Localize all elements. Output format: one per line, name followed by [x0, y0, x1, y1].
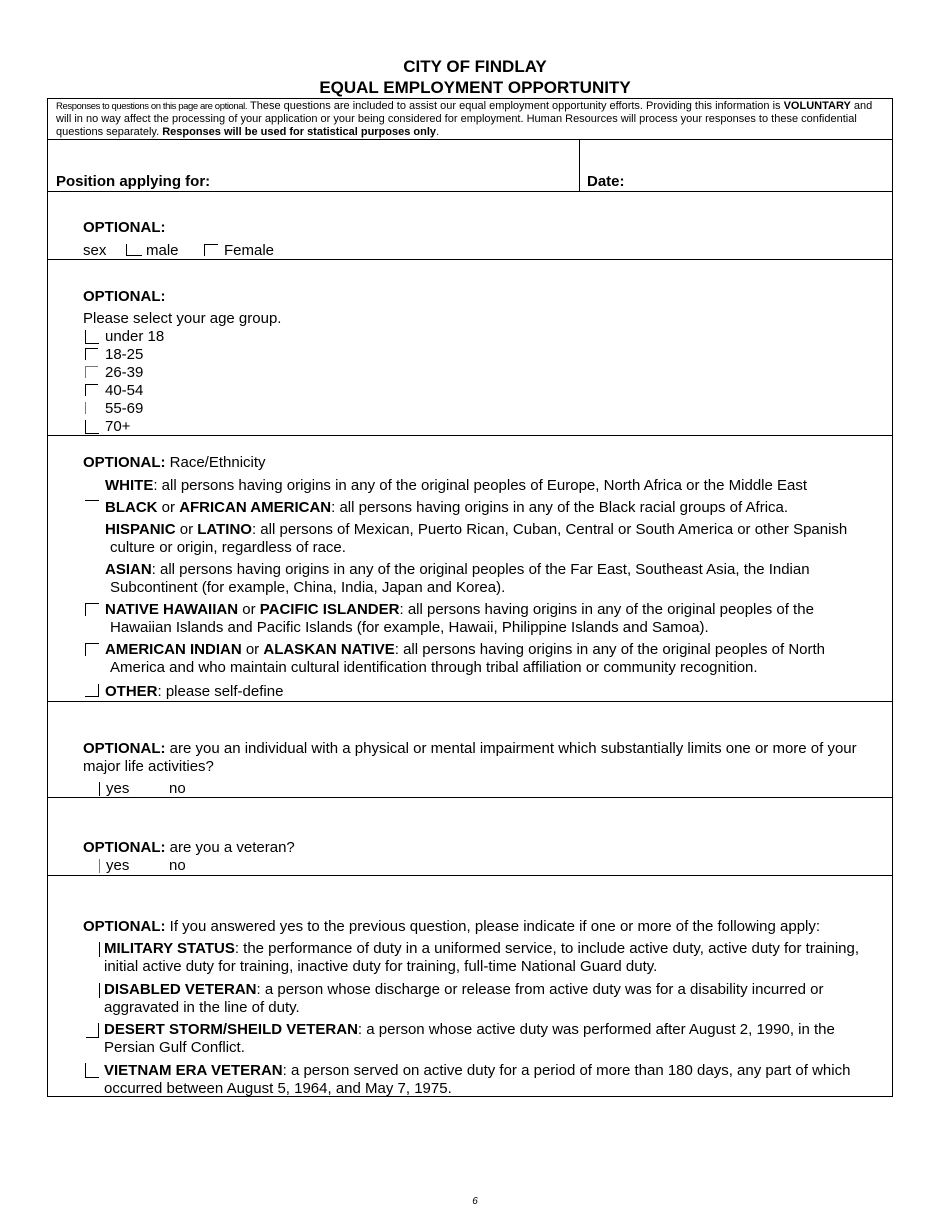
race-option-other	[105, 683, 283, 701]
race-other-label: OTHER	[105, 683, 158, 700]
race-hispanic-text-cont: culture or origin, regardless of race.	[110, 539, 346, 556]
race-or-text: or	[175, 521, 198, 538]
race-checkbox-native-hawaiian[interactable]	[85, 603, 99, 616]
race-alaskan-native-label: ALASKAN NATIVE	[263, 641, 395, 658]
race-checkbox-black[interactable]	[85, 497, 99, 501]
age-optional-label: OPTIONAL:	[83, 288, 166, 305]
age-option: 55-69	[105, 400, 144, 417]
vietnam-era-text: : a person served on active duty for a period of more than 180 days, any part of which occurred between August 5, 1964, and May 7, 1975.	[104, 1062, 851, 1097]
veteran-no-label: no	[169, 857, 186, 874]
desert-storm-label: DESERT STORM/SHEILD VETERAN	[104, 1021, 358, 1038]
race-native-hawaiian-label: NATIVE HAWAIIAN	[105, 601, 239, 618]
divider	[48, 435, 892, 436]
race-native-hawaiian-text: : all persons having origins in any of the original peoples of the	[399, 601, 814, 618]
desert-storm-text: : a person whose active duty was performed after August 2, 1990, in the Persian Gulf Conflict.	[104, 1021, 835, 1056]
desert-storm-checkbox[interactable]	[86, 1023, 99, 1038]
intro-part3: and will in no way affect the processing of your application or your being considered for employment. Human Resources will process your responses to these confidential questions separately.	[56, 100, 873, 138]
race-or-text: or	[241, 641, 264, 658]
disability-optional-label: OPTIONAL:	[83, 740, 166, 757]
divider	[48, 875, 892, 876]
voluntary-text: VOLUNTARY	[783, 100, 851, 112]
veteran-yes-label: yes	[106, 857, 130, 874]
position-label: Position applying for:	[56, 173, 211, 190]
age-checkbox-under18[interactable]	[85, 330, 99, 344]
female-checkbox[interactable]	[204, 244, 218, 256]
race-or-text: or	[157, 499, 180, 516]
race-option-hispanic	[105, 521, 847, 539]
race-option-asian	[105, 561, 810, 579]
age-checkbox-26-39[interactable]	[85, 366, 98, 378]
race-checkbox-other[interactable]	[85, 684, 99, 697]
vet-status-question	[83, 918, 820, 936]
military-status-option	[104, 940, 874, 976]
race-asian-text: : all persons having origins in any of the original peoples of the Far East, Southeast Asia, the Indian	[151, 561, 810, 578]
form-subtitle: EQUAL EMPLOYMENT OPPORTUNITY	[319, 78, 631, 97]
race-hispanic-text: : all persons of Mexican, Puerto Rican, Cuban, Central or South America or other Spanish	[251, 521, 848, 538]
race-option-white	[105, 477, 807, 495]
age-option: 18-25	[105, 346, 144, 363]
race-checkbox-american-indian[interactable]	[85, 643, 99, 656]
eeo-form	[47, 98, 893, 1097]
veteran-question	[83, 839, 295, 857]
disability-yes-label: yes	[106, 780, 130, 797]
race-asian-label: ASIAN	[105, 561, 152, 578]
desert-storm-option	[104, 1021, 874, 1057]
vet-status-question-text: If you answered yes to the previous question, please indicate if one or more of the following apply:	[165, 918, 821, 935]
race-or-text: or	[238, 601, 260, 618]
race-optional-label: OPTIONAL:	[83, 454, 166, 471]
vet-status-optional-label: OPTIONAL:	[83, 918, 166, 935]
military-status-label: MILITARY STATUS	[104, 940, 235, 957]
vietnam-era-label: VIETNAM ERA VETERAN	[104, 1062, 283, 1079]
disability-question	[83, 740, 873, 776]
female-label: Female	[224, 242, 275, 259]
military-status-text: : the performance of duty in a uniformed service, to include active duty, active duty for training, initial active duty for training, inactive duty for training, full-time National Guard duty.	[104, 940, 860, 975]
intro-end: .	[436, 126, 440, 138]
column-divider	[579, 139, 580, 191]
divider	[48, 191, 892, 192]
race-black-text: : all persons having origins in any of the Black racial groups of Africa.	[331, 499, 789, 516]
race-american-indian-text-cont: America and who maintain cultural identification through tribal affiliation or community recognition.	[110, 659, 758, 676]
age-prompt: Please select your age group.	[83, 310, 282, 327]
statistical-note: Responses will be used for statistical purposes only	[159, 126, 437, 138]
disability-no-label: no	[169, 780, 186, 797]
race-hispanic-label: HISPANIC	[105, 521, 176, 538]
intro-part1: Responses to questions on this page are optional.	[56, 101, 248, 112]
age-option: 70+	[105, 418, 131, 435]
race-option-american-indian	[105, 641, 825, 659]
disabled-veteran-label: DISABLED VETERAN	[104, 981, 257, 998]
intro-paragraph	[56, 100, 888, 139]
divider	[48, 701, 892, 702]
male-label: male	[146, 242, 179, 259]
age-checkbox-55-69[interactable]	[85, 402, 97, 414]
race-black-label: BLACK	[105, 499, 158, 516]
age-option: under 18	[105, 328, 165, 345]
race-pacific-islander-label: PACIFIC ISLANDER	[259, 601, 400, 618]
sex-label: sex	[83, 242, 107, 259]
race-heading-text: Race/Ethnicity	[165, 454, 266, 471]
male-checkbox[interactable]	[126, 244, 142, 256]
veteran-question-text: are you a veteran?	[165, 839, 295, 856]
vietnam-era-option	[104, 1062, 874, 1098]
vietnam-era-checkbox[interactable]	[85, 1063, 99, 1078]
race-other-text: : please self-define	[157, 683, 284, 700]
disabled-veteran-text: : a person whose discharge or release from active duty was for a disability incurred or aggravated in the line of duty.	[104, 981, 824, 1016]
race-native-hawaiian-text-cont: Hawaiian Islands and Pacific Islands (for example, Hawaii, Philippine Islands and Samoa).	[110, 619, 709, 636]
age-checkbox-18-25[interactable]	[85, 348, 98, 360]
disabled-veteran-option	[104, 981, 874, 1017]
age-option: 40-54	[105, 382, 144, 399]
race-white-label: WHITE	[105, 477, 154, 494]
race-american-indian-text: : all persons having origins in any of the original peoples of North	[394, 641, 826, 658]
race-option-black	[105, 499, 788, 517]
race-asian-text-cont: Subcontinent (for example, China, India, Japan and Korea).	[110, 579, 506, 596]
intro-part2: These questions are included to assist our equal employment opportunity efforts. Providing this information is	[247, 100, 784, 112]
veteran-optional-label: OPTIONAL:	[83, 839, 166, 856]
race-african-american-label: AFRICAN AMERICAN	[179, 499, 332, 516]
race-latino-label: LATINO	[197, 521, 252, 538]
race-white-text: : all persons having origins in any of the original peoples of Europe, North Africa or the Middle East	[153, 477, 808, 494]
age-checkbox-40-54[interactable]	[85, 384, 98, 396]
age-option: 26-39	[105, 364, 144, 381]
divider	[48, 139, 892, 140]
date-label: Date:	[587, 173, 625, 190]
race-option-native-hawaiian	[105, 601, 814, 619]
form-title: CITY OF FINDLAY	[403, 57, 547, 76]
disability-question-text: are you an individual with a physical or mental impairment which substantially limits one or more of your major life activities?	[83, 740, 857, 775]
sex-optional-label: OPTIONAL:	[83, 219, 166, 236]
race-american-indian-label: AMERICAN INDIAN	[105, 641, 242, 658]
page-number: 6	[472, 1196, 478, 1207]
age-checkbox-70plus[interactable]	[85, 420, 99, 434]
race-heading	[83, 454, 266, 472]
